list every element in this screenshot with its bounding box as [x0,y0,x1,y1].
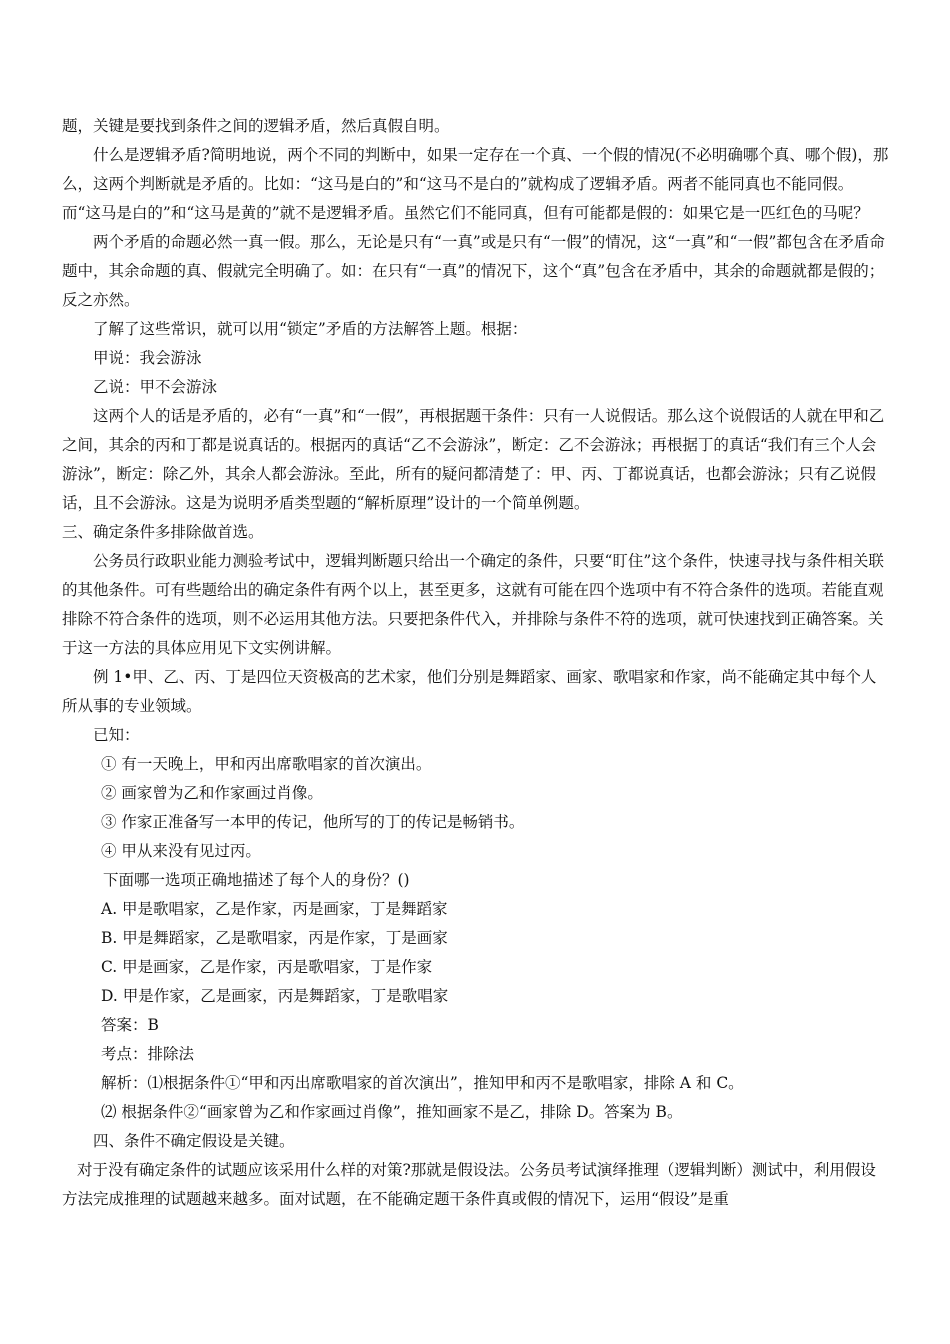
option-c: C. 甲是画家，乙是作家，丙是歌唱家，丁是作家 [101,958,433,976]
paragraph: 题，关键是要找到条件之间的逻辑矛盾，然后真假自明。 [62,117,450,135]
condition-item: ④ 甲从来没有见过丙。 [101,842,261,860]
paragraph: 对于没有确定条件的试题应该采用什么样的对策?那就是假设法。公务员考试演绎推理（逻辑判断）测试中，利用假设方法完成推理的试题越来越多。面对试题，在不能确定题干条件真或假的情况下，运用“假设”是重 [62,1161,876,1208]
option-a: A. 甲是歌唱家，乙是作家，丙是画家，丁是舞蹈家 [101,900,448,918]
paragraph: 这两个人的话是矛盾的，必有“一真”和“一假”，再根据题干条件：只有一人说假话。那么这个说假话的人就在甲和乙之间，其余的丙和丁都是说真话的。根据丙的真话“乙不会游泳”，断定：乙不会游泳；再根据丁的真话“我们有三个人会游泳”，断定：除乙外，其余人都会游泳。至此，所有的疑问都清楚了：甲、丙、丁都说真话，也都会游泳；只有乙说假话，且不会游泳。这是为说明矛盾类型题的“解析原理”设计的一个简单例题。 [62,407,885,512]
document-page [62,112,890,1214]
paragraph: 公务员行政职业能力测验考试中，逻辑判断题只给出一个确定的条件，只要“盯住”这个条件，快速寻找与条件相关联的其他条件。可有些题给出的确定条件有两个以上，甚至更多，这就有可能在四个选项中有不符合条件的选项。若能直观排除不符合条件的选项，则不必运用其他方法。只要把条件代入，并排除与条件不符的选项，就可快速找到正确答案。关于这一方法的具体应用见下文实例讲解。 [62,552,884,657]
option-d: D. 甲是作家，乙是画家，丙是舞蹈家，丁是歌唱家 [101,987,449,1005]
paragraph: 什么是逻辑矛盾?简明地说，两个不同的判断中，如果一定存在一个真、一个假的情况(不必明确哪个真、哪个假)，那么，这两个判断就是矛盾的。比如：“这马是白的”和“这马不是白的”就构成了逻辑矛盾。两者不能同真也不能同假。而“这马是白的”和“这马是黄的”就不是逻辑矛盾。虽然它们不能同真，但有可能都是假的：如果它是一匹红色的马呢？ [62,146,889,222]
analysis-line: ⑵ 根据条件②“画家曾为乙和作家画过肖像”，推知画家不是乙，排除 D。答案为 B。 [101,1103,683,1121]
paragraph: 两个矛盾的命题必然一真一假。那么，无论是只有“一真”或是只有“一假”的情况，这“一真”和“一假”都包含在矛盾命题中，其余命题的真、假就完全明确了。如：在只有“一真”的情况下，这个“真”包含在矛盾中，其余的命题就都是假的；反之亦然。 [62,233,885,309]
condition-item: ③ 作家正准备写一本甲的传记，他所写的丁的传记是畅销书。 [101,813,525,831]
analysis-line: 解析：⑴根据条件①“甲和丙出席歌唱家的首次演出”，推知甲和丙不是歌唱家，排除 A 和 C。 [101,1074,744,1092]
condition-item: ① 有一天晚上，甲和丙出席歌唱家的首次演出。 [101,755,432,773]
option-b: B. 甲是舞蹈家，乙是歌唱家，丙是作家，丁是画家 [101,929,448,947]
known-label: 已知： [93,726,140,744]
answer-line: 答案：B [101,1016,159,1034]
quote-line: 乙说：甲不会游泳 [93,378,218,396]
question: 下面哪一选项正确地描述了每个人的身份？() [103,871,410,889]
paragraph: 了解了这些常识，就可以用“锁定”矛盾的方法解答上题。根据： [93,320,528,338]
condition-item: ② 画家曾为乙和作家画过肖像。 [101,784,323,802]
topic-line: 考点：排除法 [101,1045,195,1063]
section-heading: 三、确定条件多排除做首选。 [62,523,264,541]
example-paragraph: 例 1•甲、乙、丙、丁是四位天资极高的艺术家，他们分别是舞蹈家、画家、歌唱家和作家，尚不能确定其中每个人所从事的专业领域。 [62,668,877,715]
section-heading: 四、条件不确定假设是关键。 [93,1132,295,1150]
quote-line: 甲说：我会游泳 [93,349,202,367]
